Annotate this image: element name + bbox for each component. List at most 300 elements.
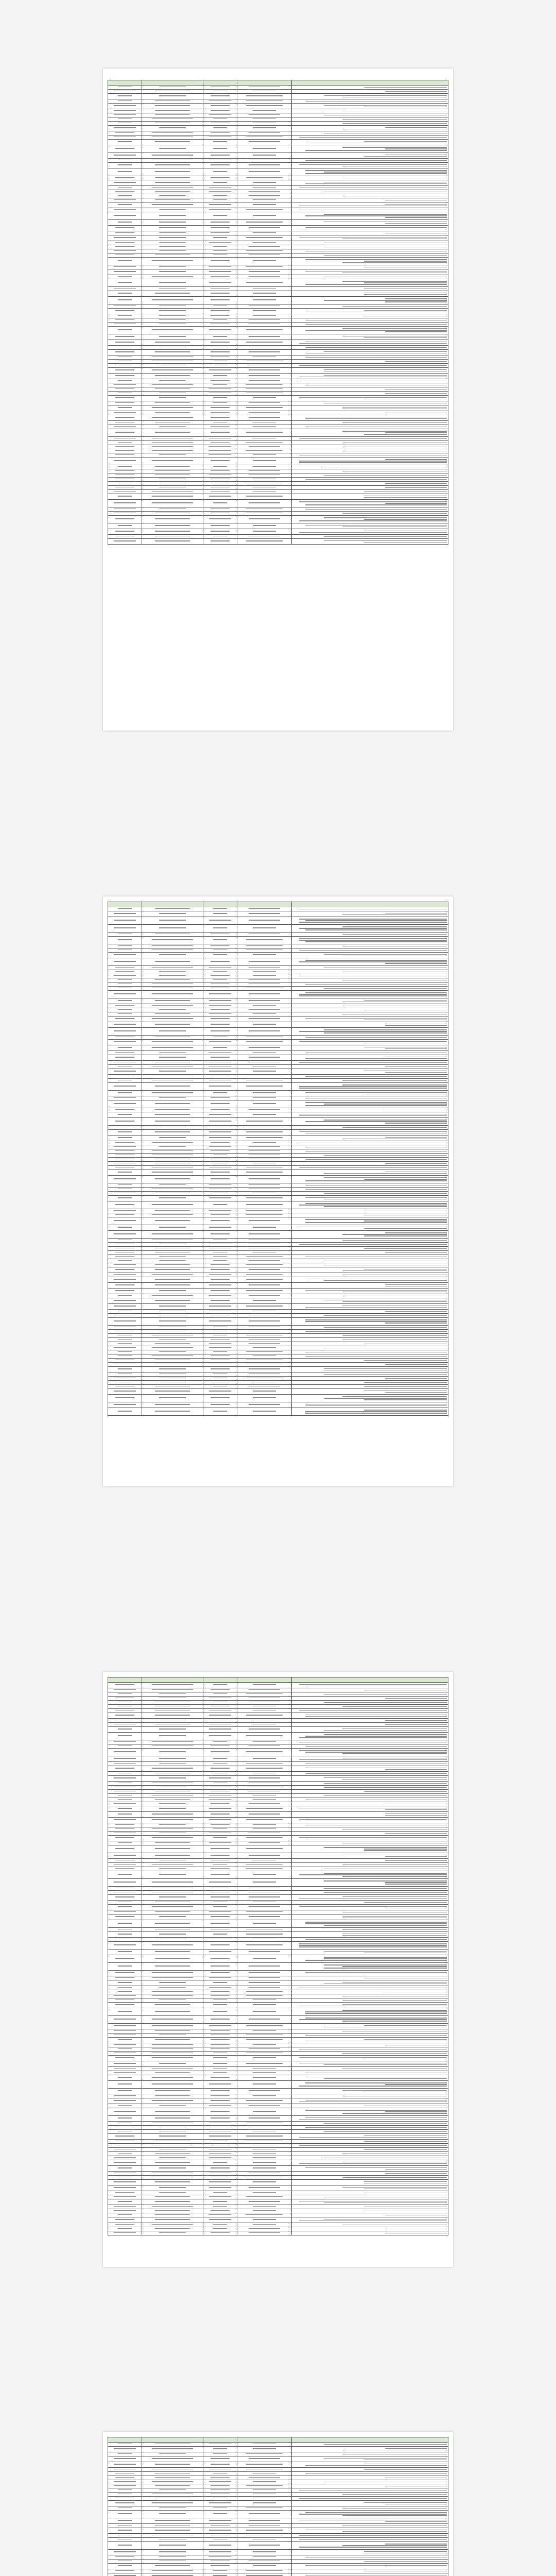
table-row bbox=[108, 1733, 448, 1740]
table-row bbox=[108, 1162, 448, 1166]
table-row bbox=[108, 1385, 448, 1389]
row-time-range-cell bbox=[237, 2104, 292, 2108]
row-description-cell bbox=[291, 2550, 448, 2555]
row-city-cell bbox=[203, 2126, 237, 2130]
text-placeholder bbox=[209, 1777, 231, 1778]
row-description-cell bbox=[291, 1895, 448, 1901]
row-city-cell bbox=[203, 1744, 237, 1749]
text-placeholder bbox=[249, 1689, 280, 1690]
row-number-cell bbox=[108, 122, 142, 126]
row-description-cell bbox=[291, 1108, 448, 1112]
text-placeholder bbox=[159, 380, 185, 381]
text-placeholder bbox=[152, 329, 193, 330]
row-city-cell bbox=[203, 1016, 237, 1022]
row-city-cell bbox=[203, 1782, 237, 1786]
row-province-cell bbox=[142, 2134, 203, 2140]
text-placeholder bbox=[253, 2095, 276, 2096]
text-placeholder bbox=[209, 2196, 231, 2197]
text-placeholder bbox=[249, 2525, 280, 2526]
row-time-range-cell bbox=[237, 1289, 292, 1294]
row-description-cell bbox=[291, 1790, 448, 1794]
text-placeholder bbox=[118, 1339, 132, 1340]
text-placeholder bbox=[152, 2481, 193, 2482]
row-description-cell bbox=[291, 202, 448, 208]
column-header-city bbox=[203, 2437, 237, 2443]
text-line-placeholder bbox=[364, 2551, 447, 2552]
row-city-cell bbox=[203, 374, 237, 379]
text-placeholder bbox=[159, 1197, 185, 1198]
text-line-placeholder bbox=[299, 237, 447, 238]
table-row bbox=[108, 1326, 448, 1330]
row-city-cell bbox=[203, 1298, 237, 1304]
row-province-cell bbox=[142, 2172, 203, 2176]
text-placeholder bbox=[249, 502, 280, 503]
row-time-range-cell bbox=[237, 1259, 292, 1263]
table-row bbox=[108, 2213, 448, 2217]
text-line-placeholder bbox=[305, 1037, 447, 1038]
row-time-range-cell bbox=[237, 1688, 292, 1692]
table-row bbox=[108, 1170, 448, 1176]
table-row bbox=[108, 1294, 448, 1298]
text-placeholder bbox=[159, 232, 185, 233]
text-line-placeholder bbox=[305, 929, 447, 930]
row-number-cell bbox=[108, 2560, 142, 2564]
row-province-cell bbox=[142, 2191, 203, 2195]
row-province-cell bbox=[142, 2071, 203, 2075]
text-placeholder bbox=[155, 1131, 190, 1132]
text-line-placeholder bbox=[364, 141, 447, 142]
row-number-cell bbox=[108, 1251, 142, 1255]
row-city-cell bbox=[203, 340, 237, 346]
text-placeholder bbox=[249, 1220, 280, 1221]
text-placeholder bbox=[159, 2192, 185, 2193]
text-line-placeholder bbox=[305, 1923, 447, 1924]
row-number-cell bbox=[108, 346, 142, 350]
table-row bbox=[108, 948, 448, 953]
table-row bbox=[108, 2134, 448, 2140]
row-city-cell bbox=[203, 2016, 237, 2024]
row-description-cell bbox=[291, 1239, 448, 1243]
row-province-cell bbox=[142, 396, 203, 401]
text-placeholder bbox=[155, 2004, 190, 2005]
text-line-placeholder bbox=[385, 204, 447, 205]
row-number-cell bbox=[108, 258, 142, 265]
text-line-placeholder bbox=[385, 1311, 447, 1312]
text-placeholder bbox=[213, 237, 227, 238]
row-city-cell bbox=[203, 1065, 237, 1069]
row-time-range-cell bbox=[237, 2227, 292, 2231]
row-time-range-cell bbox=[237, 1891, 292, 1895]
row-number-cell bbox=[108, 415, 142, 421]
column-header-city bbox=[203, 80, 237, 86]
table-row bbox=[108, 2488, 448, 2493]
text-placeholder bbox=[115, 1290, 134, 1291]
text-placeholder bbox=[152, 1995, 193, 1996]
row-province-cell bbox=[142, 2555, 203, 2560]
row-city-cell bbox=[203, 226, 237, 231]
row-province-cell bbox=[142, 245, 203, 249]
text-placeholder bbox=[115, 351, 134, 352]
text-placeholder bbox=[114, 1103, 136, 1104]
row-number-cell bbox=[108, 2003, 142, 2008]
text-placeholder bbox=[118, 2513, 132, 2514]
row-number-cell bbox=[108, 1727, 142, 1733]
row-time-range-cell bbox=[237, 1794, 292, 1798]
row-city-cell bbox=[203, 449, 237, 453]
text-line-placeholder bbox=[324, 1029, 447, 1030]
row-city-cell bbox=[203, 1963, 237, 1971]
text-line-placeholder bbox=[324, 1206, 447, 1207]
column-header-province bbox=[237, 2437, 292, 2443]
row-number-cell bbox=[108, 1692, 142, 1697]
text-line-placeholder bbox=[324, 1374, 447, 1375]
row-number-cell bbox=[108, 429, 142, 437]
row-province-cell bbox=[142, 1932, 203, 1938]
table-header-row bbox=[108, 1677, 448, 1683]
row-city-cell bbox=[203, 2564, 237, 2569]
text-placeholder bbox=[115, 470, 134, 471]
table-row bbox=[108, 998, 448, 1004]
row-city-cell bbox=[203, 958, 237, 966]
table-row bbox=[108, 140, 448, 145]
row-description-cell bbox=[291, 1126, 448, 1130]
text-placeholder bbox=[114, 2187, 136, 2188]
row-number-cell bbox=[108, 99, 142, 104]
text-placeholder bbox=[209, 191, 231, 192]
row-province-cell bbox=[142, 1069, 203, 1075]
row-description-cell bbox=[291, 1697, 448, 1701]
text-placeholder bbox=[152, 1355, 193, 1356]
row-number-cell bbox=[108, 176, 142, 180]
row-number-cell bbox=[108, 2052, 142, 2056]
row-time-range-cell bbox=[237, 2223, 292, 2227]
text-line-placeholder bbox=[385, 331, 447, 332]
row-number-cell bbox=[108, 974, 142, 978]
row-time-range-cell bbox=[237, 2160, 292, 2166]
row-city-cell bbox=[203, 2056, 237, 2061]
table-row bbox=[108, 1910, 448, 1914]
row-time-range-cell bbox=[237, 2462, 292, 2468]
row-description-cell bbox=[291, 1727, 448, 1733]
row-city-cell bbox=[203, 2506, 237, 2511]
row-description-cell bbox=[291, 253, 448, 258]
row-description-cell bbox=[291, 2043, 448, 2047]
row-province-cell bbox=[142, 1008, 203, 1012]
text-placeholder bbox=[246, 1819, 283, 1820]
text-placeholder bbox=[115, 1824, 134, 1825]
text-placeholder bbox=[253, 310, 276, 311]
table-row bbox=[108, 2067, 448, 2071]
text-placeholder bbox=[155, 141, 190, 142]
text-placeholder bbox=[159, 454, 185, 455]
text-placeholder bbox=[209, 1320, 231, 1321]
row-city-cell bbox=[203, 1740, 237, 1744]
row-province-cell bbox=[142, 2227, 203, 2231]
row-time-range-cell bbox=[237, 2555, 292, 2560]
table-row bbox=[108, 1310, 448, 1314]
table-row bbox=[108, 1334, 448, 1338]
row-number-cell bbox=[108, 1091, 142, 1096]
row-city-cell bbox=[203, 998, 237, 1004]
row-description-cell bbox=[291, 2456, 448, 2462]
text-placeholder bbox=[211, 1339, 230, 1340]
row-province-cell bbox=[142, 1786, 203, 1790]
row-city-cell bbox=[203, 1188, 237, 1192]
text-placeholder bbox=[246, 2453, 283, 2454]
row-city-cell bbox=[203, 1040, 237, 1045]
row-description-cell bbox=[291, 1330, 448, 1334]
row-city-cell bbox=[203, 212, 237, 220]
table-row bbox=[108, 1905, 448, 1910]
row-number-cell bbox=[108, 944, 142, 948]
row-description-cell bbox=[291, 2480, 448, 2484]
table-row bbox=[108, 126, 448, 131]
text-placeholder bbox=[159, 426, 185, 427]
row-city-cell bbox=[203, 2573, 237, 2576]
text-line-placeholder bbox=[342, 407, 447, 408]
row-time-range-cell bbox=[237, 2506, 292, 2511]
text-line-placeholder bbox=[305, 1102, 447, 1103]
text-placeholder bbox=[213, 2507, 227, 2508]
text-line-placeholder bbox=[299, 2057, 447, 2058]
text-placeholder bbox=[118, 2525, 132, 2526]
row-number-cell bbox=[108, 473, 142, 478]
row-description-cell bbox=[291, 1802, 448, 1806]
row-description-cell bbox=[291, 2488, 448, 2493]
row-city-cell bbox=[203, 2538, 237, 2542]
row-city-cell bbox=[203, 1692, 237, 1697]
row-city-cell bbox=[203, 1096, 237, 1100]
text-placeholder bbox=[209, 242, 231, 243]
row-province-cell bbox=[142, 1239, 203, 1243]
text-line-placeholder bbox=[299, 1684, 447, 1685]
table-row bbox=[108, 1832, 448, 1836]
row-province-cell bbox=[142, 135, 203, 140]
text-placeholder bbox=[118, 141, 132, 142]
row-time-range-cell bbox=[237, 1065, 292, 1069]
row-number-cell bbox=[108, 2501, 142, 2506]
text-placeholder bbox=[253, 288, 276, 289]
table-row bbox=[108, 2205, 448, 2209]
row-province-cell bbox=[142, 2126, 203, 2130]
row-province-cell bbox=[142, 1709, 203, 1713]
row-province-cell bbox=[142, 1976, 203, 1980]
row-city-cell bbox=[203, 1028, 237, 1036]
text-placeholder bbox=[253, 975, 276, 976]
row-time-range-cell bbox=[237, 202, 292, 208]
row-province-cell bbox=[142, 1713, 203, 1719]
row-province-cell bbox=[142, 953, 203, 958]
table-row bbox=[108, 1004, 448, 1008]
table-row bbox=[108, 1045, 448, 1051]
row-city-cell bbox=[203, 253, 237, 258]
row-number-cell bbox=[108, 1310, 142, 1314]
text-placeholder bbox=[114, 2481, 136, 2482]
row-description-cell bbox=[291, 2569, 448, 2573]
text-placeholder bbox=[249, 2105, 280, 2106]
text-placeholder bbox=[249, 2187, 280, 2188]
text-placeholder bbox=[209, 1295, 231, 1296]
text-placeholder bbox=[249, 227, 280, 228]
row-province-cell bbox=[142, 1028, 203, 1036]
row-description-cell bbox=[291, 2071, 448, 2075]
text-placeholder bbox=[246, 1137, 283, 1138]
row-description-cell bbox=[291, 86, 448, 90]
row-province-cell bbox=[142, 2484, 203, 2488]
table-row bbox=[108, 2029, 448, 2033]
text-placeholder bbox=[253, 2030, 276, 2031]
table-row bbox=[108, 1136, 448, 1141]
row-city-cell bbox=[203, 2468, 237, 2472]
row-number-cell bbox=[108, 304, 142, 309]
text-line-placeholder bbox=[364, 1791, 447, 1792]
text-placeholder bbox=[211, 315, 230, 316]
table-row bbox=[108, 2195, 448, 2199]
row-description-cell bbox=[291, 1051, 448, 1055]
text-placeholder bbox=[118, 2105, 132, 2106]
row-province-cell bbox=[142, 1395, 203, 1402]
row-city-cell bbox=[203, 1154, 237, 1158]
text-placeholder bbox=[152, 1041, 193, 1042]
row-province-cell bbox=[142, 1863, 203, 1867]
row-number-cell bbox=[108, 1905, 142, 1910]
text-line-placeholder bbox=[385, 483, 447, 484]
row-number-cell bbox=[108, 275, 142, 279]
row-province-cell bbox=[142, 1895, 203, 1901]
text-placeholder bbox=[246, 1864, 283, 1865]
text-placeholder bbox=[115, 177, 134, 178]
table-row bbox=[108, 122, 448, 126]
text-placeholder bbox=[253, 260, 276, 261]
row-province-cell bbox=[142, 1772, 203, 1776]
row-time-range-cell bbox=[237, 1790, 292, 1794]
text-line-placeholder bbox=[385, 1833, 447, 1834]
text-line-placeholder bbox=[305, 509, 447, 510]
row-description-cell bbox=[291, 2501, 448, 2506]
text-placeholder bbox=[114, 975, 136, 976]
text-placeholder bbox=[115, 2192, 134, 2193]
table-row bbox=[108, 314, 448, 318]
row-city-cell bbox=[203, 94, 237, 99]
table-row bbox=[108, 2484, 448, 2488]
table-row bbox=[108, 1209, 448, 1213]
row-number-cell bbox=[108, 1273, 142, 1277]
row-description-cell bbox=[291, 1823, 448, 1827]
table-row bbox=[108, 494, 448, 500]
row-description-cell bbox=[291, 523, 448, 529]
row-description-cell bbox=[291, 2104, 448, 2108]
row-province-cell bbox=[142, 966, 203, 970]
row-province-cell bbox=[142, 2166, 203, 2172]
row-time-range-cell bbox=[237, 2172, 292, 2176]
row-city-cell bbox=[203, 2043, 237, 2047]
row-province-cell bbox=[142, 2098, 203, 2104]
row-province-cell bbox=[142, 1723, 203, 1727]
row-description-cell bbox=[291, 1836, 448, 1841]
row-description-cell bbox=[291, 966, 448, 970]
text-placeholder bbox=[213, 1864, 227, 1865]
row-number-cell bbox=[108, 1772, 142, 1776]
text-placeholder bbox=[253, 2565, 276, 2566]
row-description-cell bbox=[291, 1075, 448, 1079]
row-time-range-cell bbox=[237, 379, 292, 383]
text-placeholder bbox=[211, 426, 230, 427]
text-placeholder bbox=[211, 2048, 230, 2049]
row-description-cell bbox=[291, 469, 448, 473]
row-number-cell bbox=[108, 2480, 142, 2484]
text-placeholder bbox=[249, 518, 280, 519]
row-city-cell bbox=[203, 176, 237, 180]
row-time-range-cell bbox=[237, 953, 292, 958]
text-placeholder bbox=[213, 1684, 227, 1685]
row-city-cell bbox=[203, 1294, 237, 1298]
text-placeholder bbox=[115, 1142, 134, 1143]
text-placeholder bbox=[211, 460, 230, 461]
text-placeholder bbox=[159, 1339, 185, 1340]
text-placeholder bbox=[152, 1944, 193, 1945]
row-number-cell bbox=[108, 2195, 142, 2199]
row-time-range-cell bbox=[237, 1971, 292, 1976]
row-time-range-cell bbox=[237, 437, 292, 441]
text-placeholder bbox=[114, 2196, 136, 2197]
row-time-range-cell bbox=[237, 457, 292, 465]
text-placeholder bbox=[249, 993, 280, 994]
row-province-cell bbox=[142, 1914, 203, 1920]
row-city-cell bbox=[203, 907, 237, 911]
row-province-cell bbox=[142, 1744, 203, 1749]
table-row bbox=[108, 1971, 448, 1976]
row-number-cell bbox=[108, 269, 142, 275]
row-time-range-cell bbox=[237, 304, 292, 309]
row-time-range-cell bbox=[237, 2468, 292, 2472]
row-description-cell bbox=[291, 350, 448, 355]
row-description-cell bbox=[291, 1683, 448, 1688]
text-placeholder bbox=[213, 2513, 227, 2514]
row-province-cell bbox=[142, 1971, 203, 1976]
text-line-placeholder bbox=[305, 941, 447, 942]
table-row bbox=[108, 364, 448, 368]
row-province-cell bbox=[142, 1910, 203, 1914]
row-time-range-cell bbox=[237, 1756, 292, 1762]
row-number-cell bbox=[108, 529, 142, 535]
text-placeholder bbox=[209, 2481, 231, 2482]
text-placeholder bbox=[159, 2453, 185, 2454]
row-time-range-cell bbox=[237, 1776, 292, 1782]
text-line-placeholder bbox=[364, 1902, 447, 1903]
row-number-cell bbox=[108, 1363, 142, 1367]
text-placeholder bbox=[249, 246, 280, 247]
row-time-range-cell bbox=[237, 2038, 292, 2043]
table-row bbox=[108, 1727, 448, 1733]
text-line-placeholder bbox=[364, 2025, 447, 2026]
row-province-cell bbox=[142, 1683, 203, 1688]
table-row bbox=[108, 2199, 448, 2205]
table-row bbox=[108, 2061, 448, 2067]
table-row bbox=[108, 1022, 448, 1028]
table-row bbox=[108, 437, 448, 441]
text-line-placeholder bbox=[305, 984, 447, 985]
row-time-range-cell bbox=[237, 1243, 292, 1247]
row-time-range-cell bbox=[237, 1277, 292, 1283]
row-province-cell bbox=[142, 387, 203, 392]
text-placeholder bbox=[211, 1745, 230, 1746]
row-description-cell bbox=[291, 907, 448, 911]
row-number-cell bbox=[108, 1790, 142, 1794]
row-time-range-cell bbox=[237, 2061, 292, 2067]
row-city-cell bbox=[203, 1776, 237, 1782]
row-description-cell bbox=[291, 1192, 448, 1196]
row-province-cell bbox=[142, 2016, 203, 2024]
